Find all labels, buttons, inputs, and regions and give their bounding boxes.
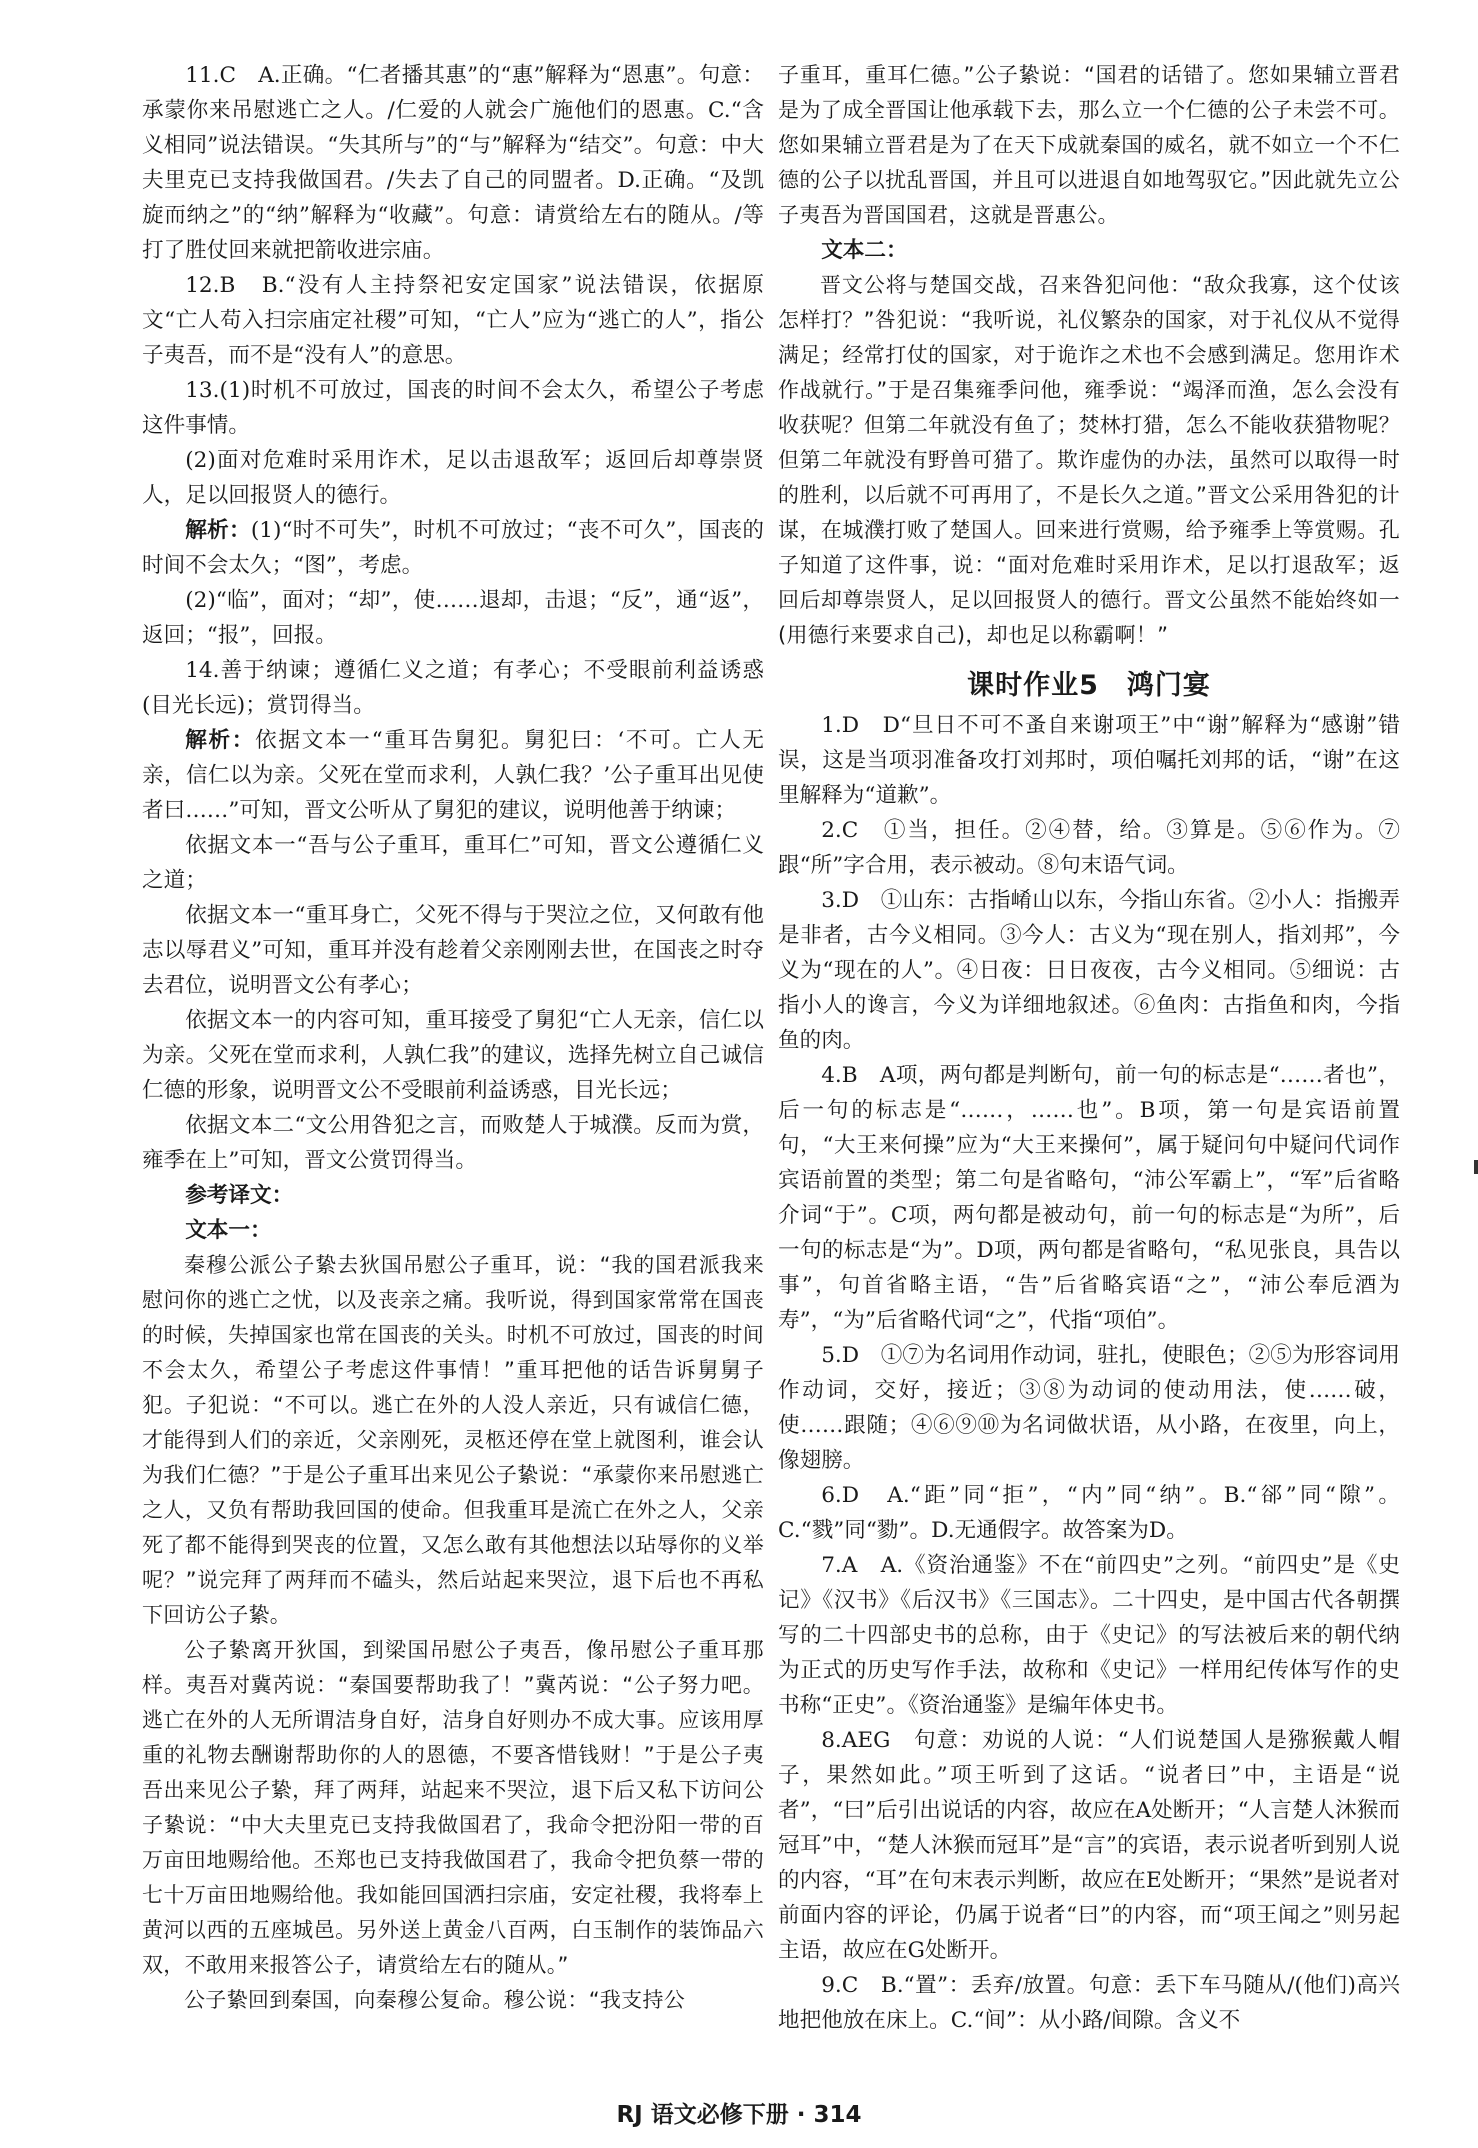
right-column-top: [778, 58, 1400, 653]
right-column-bottom: [778, 708, 1400, 2038]
paragraph: [142, 898, 764, 1003]
paragraph-text: 7.A A.《资治通鉴》不在“前四史”之列。“前四史”是《史记》《汉书》《后汉书》《三国志》。二十四史，是中国古代各朝撰写的二十四部史书的总称，由于《史记》的写法被后来的朝代纳为正式的历史写作手法，故称和《史记》一样用纪传体写作的史书称“正史”。《资治通鉴》是编年体史书。: [778, 1553, 1400, 1718]
paragraph-text: 依据文本一“重耳告舅犯。舅犯曰：‘不可。亡人无亲，信仁以为亲。父死在堂而求利，人孰仁我？’公子重耳出见使者曰……”可知，晋文公听从了舅犯的建议，说明他善于纳谏；: [142, 728, 764, 823]
paragraph: [142, 58, 764, 268]
paragraph-text: 依据文本二“文公用咎犯之言，而败楚人于城濮。反而为赏，雍季在上”可知，晋文公赏罚得当。: [142, 1113, 764, 1173]
paragraph: [778, 1723, 1400, 1968]
paragraph-text: 依据文本一“吾与公子重耳，重耳仁”可知，晋文公遵循仁义之道；: [142, 833, 764, 893]
paragraph-text: (2)面对危难时采用诈术，足以击退敌军；返回后却尊崇贤人，足以回报贤人的德行。: [142, 448, 764, 508]
paragraph-text: (2)“临”，面对；“却”，使……退却，击退；“反”，通“返”，返回；“报”，回报。: [142, 588, 764, 648]
analysis-label: 解析：: [185, 518, 251, 543]
paragraph-text: 12.B B.“没有人主持祭祀安定国家”说法错误，依据原文“亡人苟入扫宗庙定社稷”可知，“亡人”应为“逃亡的人”，指公子夷吾，而不是“没有人”的意思。: [142, 273, 764, 368]
paragraph-text: (1)“时不可失”，时机不可放过；“丧不可久”，国丧的时间不会太久；“图”，考虑。: [142, 518, 764, 578]
paragraph: [142, 1983, 764, 2018]
paragraph-text: 13.(1)时机不可放过，国丧的时间不会太久，希望公子考虑这件事情。: [142, 378, 764, 438]
paragraph: [142, 653, 764, 723]
analysis-label: 解析：: [185, 728, 256, 753]
paragraph-text: 晋文公将与楚国交战，召来咎犯问他：“敌众我寡，这个仗该怎样打？”咎犯说：“我听说，礼仪繁杂的国家，对于礼仪从不觉得满足；经常打仗的国家，对于诡诈之术也不会感到满足。您用诈术作战就行。”于是召集雍季问他，雍季说：“竭泽而渔，怎么会没有收获呢？但第二年就没有鱼了；焚林打猎，怎么不能收获猎物呢？但第二年就没有野兽可猎了。欺诈虚伪的办法，虽然可以取得一时的胜利，以后就不可再用了，不是长久之道。”晋文公采用咎犯的计谋，在城濮打败了楚国人。回来进行赏赐，给予雍季上等赏赐。孔子知道了这件事，说：“面对危难时采用诈术，足以打退敌军；返回后却尊崇贤人，足以回报贤人的德行。晋文公虽然不能始终如一(用德行来要求自己)，却也足以称霸啊！”: [778, 273, 1400, 647]
paragraph-text: 8.AEG 句意：劝说的人说：“人们说楚国人是猕猴戴人帽子，果然如此。”项王听到了这话。“说者曰”中，主语是“说者”，“曰”后引出说话的内容，故应在A处断开；“人言楚人沐猴而冠耳”中，“楚人沐猴而冠耳”是“言”的宾语，表示说者听到别人说的内容，“耳”在句末表示判断，故应在E处断开；“果然”是说者对前面内容的评论，仍属于说者“曰”的内容，而“项王闻之”则另起主语，故应在G处断开。: [778, 1728, 1400, 1963]
paragraph: [142, 583, 764, 653]
paragraph-text: 6.D A.“距”同“拒”，“内”同“纳”。B.“郤”同“隙”。C.“戮”同“勠”。D.无通假字。故答案为D。: [778, 1483, 1400, 1543]
paragraph: [142, 373, 764, 443]
paragraph-text: 11.C A.正确。“仁者播其惠”的“惠”解释为“恩惠”。句意：承蒙你来吊慰逃亡之人。/仁爱的人就会广施他们的恩惠。C.“含义相同”说法错误。“失其所与”的“与”解释为“结交”。句意：中大夫里克已支持我做国君。/失去了自己的同盟者。D.正确。“及凯旋而纳之”的“纳”解释为“收藏”。句意：请赏给左右的随从。/等打了胜仗回来就把箭收进宗庙。: [142, 63, 764, 263]
paragraph-text: 14.善于纳谏；遵循仁义之道；有孝心；不受眼前利益诱惑(目光长远)；赏罚得当。: [142, 658, 764, 718]
paragraph-text: 子重耳，重耳仁德。”公子絷说：“国君的话错了。您如果辅立晋君是为了成全晋国让他承载下去，那么立一个仁德的公子未尝不可。您如果辅立晋君是为了在天下成就秦国的威名，就不如立一个不仁德的公子以扰乱晋国，并且可以进退自如地驾驭它。”因此就先立公子夷吾为晋国国君，这就是晋惠公。: [778, 63, 1400, 227]
paragraph: [778, 268, 1400, 653]
paragraph-text: 4.B A项，两句都是判断句，前一句的标志是“……者也”，后一句的标志是“……，……也”。B项，第一句是宾语前置句，“大王来何操”应为“大王来操何”，属于疑问句中疑问代词作宾语前置的类型；第二句是省略句，“沛公军霸上”，“军”后省略介词“于”。C项，两句都是被动句，前一句的标志是“为所”，后一句的标志是“为”。D项，两句都是省略句，“私见张良，具告以事”，句首省略主语，“告”后省略宾语“之”，“沛公奉卮酒为寿”，“为”后省略代词“之”，代指“项伯”。: [778, 1063, 1400, 1333]
section-label: 参考译文：: [185, 1183, 294, 1208]
paragraph: [142, 1003, 764, 1108]
paragraph: [778, 883, 1400, 1058]
paragraph: [142, 443, 764, 513]
paragraph-text: 秦穆公派公子絷去狄国吊慰公子重耳，说：“我的国君派我来慰问你的逃亡之忧，以及丧亲之痛。我听说，得到国家常常在国丧的时候，失掉国家也常在国丧的关头。时机不可放过，国丧的时间不会太久，希望公子考虑这件事情！”重耳把他的话告诉舅舅子犯。子犯说：“不可以。逃亡在外的人没人亲近，只有诚信仁德，才能得到人们的亲近，父亲刚死，灵柩还停在堂上就图利，谁会认为我们仁德？”于是公子重耳出来见公子絷说：“承蒙你来吊慰逃亡之人，又负有帮助我回国的使命。但我重耳是流亡在外之人，父亲死了都不能得到哭丧的位置，又怎么敢有其他想法以玷辱你的义举呢？”说完拜了两拜而不磕头，然后站起来哭泣，退下后也不再私下回访公子絷。: [142, 1253, 764, 1627]
paragraph: [778, 233, 1400, 268]
paragraph: [778, 1968, 1400, 2038]
paragraph: [778, 813, 1400, 883]
paragraph: [778, 1478, 1400, 1548]
paragraph: [778, 708, 1400, 813]
paragraph-text: 5.D ①⑦为名词用作动词，驻扎，使眼色；②⑤为形容词用作动词，交好，接近；③⑧为动词的使动用法，使……破，使……跟随；④⑥⑨⑩为名词做状语，从小路，在夜里，向上，像翅膀。: [778, 1343, 1400, 1473]
paragraph-text: 公子絷回到秦国，向秦穆公复命。穆公说：“我支持公: [184, 1988, 686, 2012]
paragraph: [142, 1178, 764, 1213]
section-label: 文本二：: [821, 238, 908, 263]
right-column: [778, 58, 1400, 2038]
section-label: 文本一：: [185, 1218, 272, 1243]
paragraph: [142, 1633, 764, 1983]
paragraph: [778, 1548, 1400, 1723]
page-footer: RJ 语文必修下册 · 314: [616, 2102, 862, 2128]
edge-mark: [1474, 1160, 1478, 1174]
paragraph: [142, 1248, 764, 1633]
paragraph-text: 3.D ①山东：古指崤山以东，今指山东省。②小人：指搬弄是非者，古今义相同。③今人：古义为“现在别人，指刘邦”，今义为“现在的人”。④日夜：日日夜夜，古今义相同。⑤细说：古指小人的谗言，今义为详细地叙述。⑥鱼肉：古指鱼和肉，今指鱼的肉。: [778, 888, 1400, 1053]
paragraph: [142, 513, 764, 583]
paragraph-text: 依据文本一的内容可知，重耳接受了舅犯“亡人无亲，信仁以为亲。父死在堂而求利，人孰仁我”的建议，选择先树立自己诚信仁德的形象，说明晋文公不受眼前利益诱惑，目光长远；: [142, 1008, 764, 1103]
paragraph: [142, 828, 764, 898]
left-column: [142, 58, 764, 2018]
paragraph: [142, 268, 764, 373]
section-title: 课时作业5 鸿门宴: [967, 670, 1211, 701]
paragraph: [142, 1213, 764, 1248]
paragraph: [778, 1338, 1400, 1478]
paragraph: [142, 723, 764, 828]
paragraph-text: 依据文本一“重耳身亡，父死不得与于哭泣之位，又何敢有他志以辱君义”可知，重耳并没有趁着父亲刚刚去世，在国丧之时夺去君位，说明晋文公有孝心；: [142, 903, 764, 998]
paragraph: [778, 58, 1400, 233]
paragraph-text: 1.D D“旦日不可不蚤自来谢项王”中“谢”解释为“感谢”错误，这是当项羽准备攻打刘邦时，项伯嘱托刘邦的话，“谢”在这里解释为“道歉”。: [778, 713, 1400, 808]
paragraph-text: 公子絷离开狄国，到梁国吊慰公子夷吾，像吊慰公子重耳那样。夷吾对冀芮说：“秦国要帮助我了！”冀芮说：“公子努力吧。逃亡在外的人无所谓洁身自好，洁身自好则办不成大事。应该用厚重的礼物去酬谢帮助你的人的恩德，不要吝惜钱财！”于是公子夷吾出来见公子絷，拜了两拜，站起来不哭泣，退下后又私下访问公子絷说：“中大夫里克已支持我做国君了，我命令把汾阳一带的百万亩田地赐给他。丕郑也已支持我做国君了，我命令把负蔡一带的七十万亩田地赐给他。我如能回国洒扫宗庙，安定社稷，我将奉上黄河以西的五座城邑。另外送上黄金八百两，白玉制作的装饰品六双，不敢用来报答公子，请赏给左右的随从。”: [142, 1638, 764, 1977]
paragraph: [778, 1058, 1400, 1338]
paragraph-text: 2.C ①当，担任。②④替，给。③算是。⑤⑥作为。⑦跟“所”字合用，表示被动。⑧句末语气词。: [778, 818, 1400, 878]
paragraph-text: 9.C B.“置”：丢弃/放置。句意：丢下车马随从/(他们)高兴地把他放在床上。C.“间”：从小路/间隙。含义不: [778, 1973, 1400, 2033]
paragraph: [142, 1108, 764, 1178]
